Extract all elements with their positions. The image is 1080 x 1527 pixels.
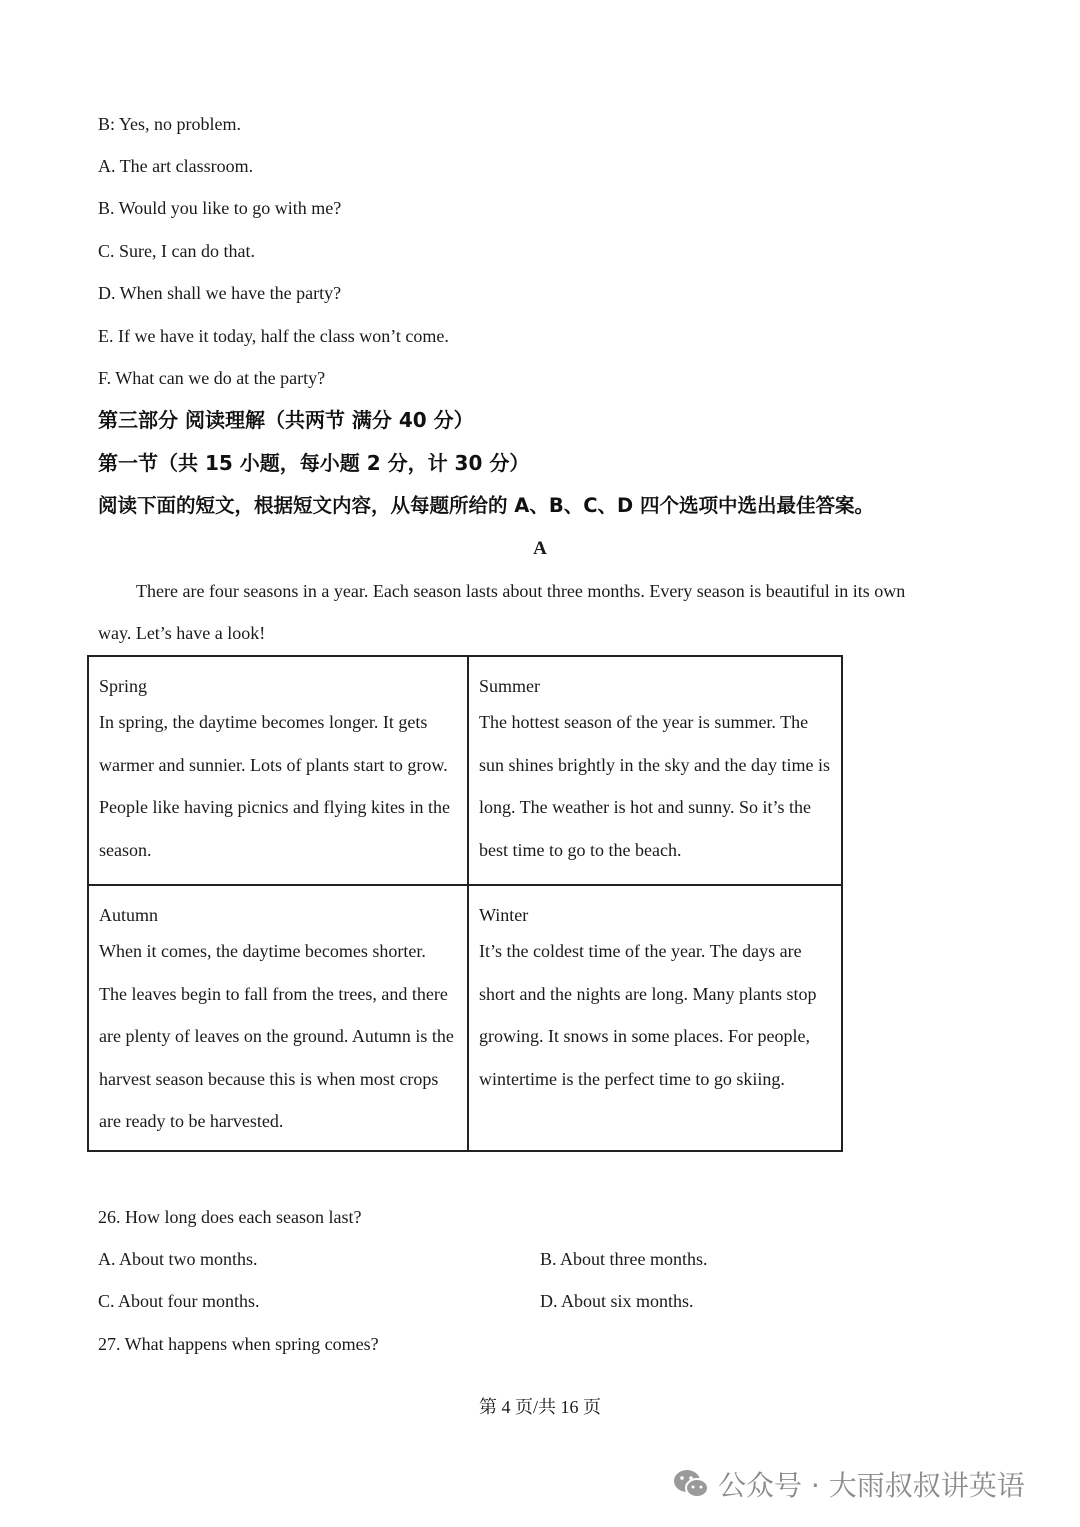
- dialogue-option-f: F. What can we do at the party?: [98, 368, 326, 388]
- season-cell-summer: [467, 657, 843, 884]
- part-title: 第三部分 阅读理解（共两节 满分 40 分）: [98, 408, 474, 432]
- passage-label: A: [533, 538, 547, 559]
- wechat-icon: [672, 1468, 710, 1500]
- dialogue-option-b: B. Would you like to go with me?: [98, 198, 342, 218]
- question-26-option-b: B. About three months.: [540, 1249, 708, 1269]
- seasons-table: [87, 655, 843, 1152]
- intro-line-1: There are four seasons in a year. Each season lasts about three months. Every season is beautiful in its own: [136, 581, 906, 601]
- question-26-option-d: D. About six months.: [540, 1291, 694, 1311]
- season-cell-winter: [467, 884, 843, 1150]
- season-text: The hottest season of the year is summer. The sun shines brightly in the sky and the day time is long. The weather is hot and sunny. So it’s the best time to go to the beach.: [479, 712, 830, 860]
- intro-line-2: way. Let’s have a look!: [98, 623, 266, 643]
- sub-title: 第一节（共 15 小题，每小题 2 分，计 30 分）: [98, 451, 530, 475]
- season-text: In spring, the daytime becomes longer. It gets warmer and sunnier. Lots of plants start to grow. People like having picnics and flying kites in the season.: [99, 712, 450, 860]
- dialogue-option-e: E. If we have it today, half the class won’t come.: [98, 326, 449, 346]
- watermark-text: 公众号 · 大雨叔叔讲英语: [718, 1469, 1025, 1502]
- instruction: 阅读下面的短文，根据短文内容，从每题所给的 A、B、C、D 四个选项中选出最佳答案。: [98, 494, 875, 517]
- question-26-option-c: C. About four months.: [98, 1291, 260, 1311]
- season-text: When it comes, the daytime becomes shorter. The leaves begin to fall from the trees, and there are plenty of leaves on the ground. Autumn is the harvest season because this is when most crops are ready to be harvested.: [99, 941, 454, 1132]
- season-name: Autumn: [99, 905, 159, 925]
- season-name: Summer: [479, 676, 540, 696]
- question-26-option-a: A. About two months.: [98, 1249, 258, 1269]
- question-26-stem: 26. How long does each season last?: [98, 1207, 362, 1227]
- question-27-stem: 27. What happens when spring comes?: [98, 1334, 379, 1354]
- page-number: 第 4 页/共 16 页: [478, 1397, 601, 1417]
- dialogue-option-d: D. When shall we have the party?: [98, 283, 342, 303]
- dialogue-option-a: A. The art classroom.: [98, 156, 254, 176]
- dialogue-line: B: Yes, no problem.: [98, 114, 242, 134]
- season-name: Spring: [99, 676, 148, 696]
- season-cell-spring: [89, 657, 467, 884]
- season-cell-autumn: [89, 884, 467, 1150]
- season-name: Winter: [479, 905, 529, 925]
- dialogue-option-c: C. Sure, I can do that.: [98, 241, 255, 261]
- watermark: [672, 1462, 1025, 1506]
- season-text: It’s the coldest time of the year. The days are short and the nights are long. Many plants stop growing. It snows in some places. For people, wintertime is the perfect time to go skiing.: [479, 941, 817, 1089]
